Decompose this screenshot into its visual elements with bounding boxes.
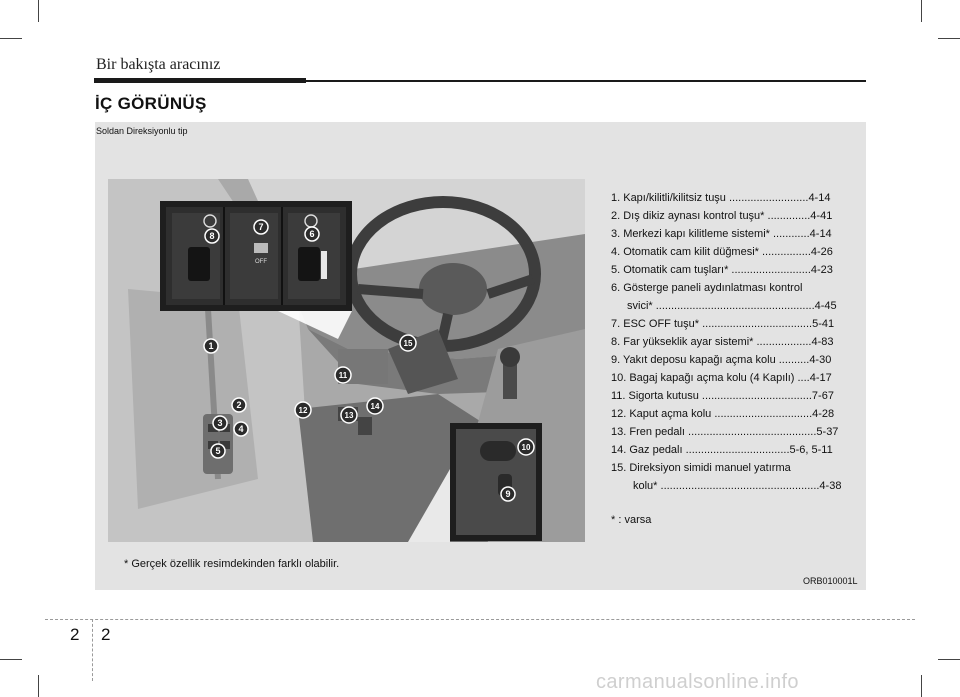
crop-mark	[938, 659, 960, 660]
svg-text:13: 13	[344, 411, 354, 420]
svg-text:15: 15	[403, 339, 413, 348]
figure-subtitle: Soldan Direksiyonlu tip	[96, 126, 188, 136]
header-rule-thick	[94, 78, 306, 83]
callout-3	[213, 416, 227, 430]
callout-15	[400, 335, 416, 351]
disclaimer-note: * Gerçek özellik resimdekinden farklı olabilir.	[124, 558, 340, 570]
callout-10	[518, 439, 534, 455]
callout-9	[501, 487, 515, 501]
callout-11	[335, 367, 351, 383]
list-item-continuation: svici* ....................................................4-45	[627, 300, 837, 312]
list-item: 8. Far yükseklik ayar sistemi* ..................4-83	[611, 336, 834, 348]
crop-mark	[938, 38, 960, 39]
footer-divider	[92, 619, 93, 681]
callout-7	[254, 220, 268, 234]
callout-13	[341, 407, 357, 423]
list-item: 10. Bagaj kapağı açma kolu (4 Kapılı) ....4-17	[611, 372, 832, 384]
list-item: 12. Kaput açma kolu ................................4-28	[611, 408, 835, 420]
svg-text:12: 12	[298, 406, 308, 415]
svg-text:9: 9	[505, 489, 511, 499]
callout-14	[367, 398, 383, 414]
callout-2	[232, 398, 246, 412]
list-item-continuation: kolu* ....................................................4-38	[633, 480, 842, 492]
list-item: 2. Dış dikiz aynası kontrol tuşu* ..............4-41	[611, 210, 833, 222]
callout-1	[204, 339, 218, 353]
svg-text:14: 14	[370, 402, 380, 411]
list-item: 15. Direksiyon simidi manuel yatırma	[611, 462, 791, 474]
list-item: 14. Gaz pedalı ..................................5-6, 5-11	[611, 444, 833, 456]
chapter-number: 2	[70, 625, 80, 644]
list-item: 11. Sigorta kutusu ....................................7-67	[611, 390, 834, 402]
svg-text:2: 2	[236, 400, 242, 410]
esc-off-label: OFF	[255, 259, 267, 265]
interior-illustration	[108, 179, 585, 542]
list-item: 9. Yakıt deposu kapağı açma kolu ..........4-30	[611, 354, 832, 366]
crop-mark	[0, 659, 22, 660]
callout-8	[205, 229, 219, 243]
list-item: 1. Kapı/kilitli/kilitsiz tuşu ..........................4-14	[611, 192, 831, 204]
watermark: carmanualsonline.info	[596, 671, 799, 693]
crop-mark	[0, 38, 22, 39]
svg-text:6: 6	[309, 229, 315, 239]
svg-text:11: 11	[338, 371, 348, 380]
svg-text:3: 3	[217, 418, 223, 428]
list-item: 3. Merkezi kapı kilitleme sistemi* ............4-14	[611, 228, 832, 240]
crop-mark	[38, 675, 39, 697]
callout-6	[305, 227, 319, 241]
running-header: Bir bakışta aracınız	[96, 56, 221, 73]
footer-rule	[45, 619, 915, 620]
svg-text:7: 7	[258, 222, 264, 232]
component-list	[611, 189, 861, 495]
callout-12	[295, 402, 311, 418]
figure-code: ORB010001L	[803, 576, 858, 586]
list-item: 6. Gösterge paneli aydınlatması kontrol	[611, 282, 803, 294]
list-item: 5. Otomatik cam tuşları* ..........................4-23	[611, 264, 833, 276]
svg-text:10: 10	[521, 443, 531, 452]
svg-text:4: 4	[238, 424, 244, 434]
svg-text:1: 1	[208, 341, 214, 351]
crop-mark	[38, 0, 39, 22]
list-item: 7. ESC OFF tuşu* ....................................5-41	[611, 318, 835, 330]
list-item: 13. Fren pedalı ..........................................5-37	[611, 426, 839, 438]
crop-mark	[921, 675, 922, 697]
svg-text:5: 5	[215, 446, 221, 456]
interior-drawing	[108, 179, 585, 542]
header-rule	[306, 80, 866, 82]
svg-text:8: 8	[209, 231, 215, 241]
crop-mark	[921, 0, 922, 22]
page-title: İÇ GÖRÜNÜŞ	[95, 94, 207, 113]
list-item: 4. Otomatik cam kilit düğmesi* ................4-26	[611, 246, 833, 258]
page-number: 2	[101, 625, 111, 644]
availability-note: * : varsa	[611, 514, 652, 526]
callout-4	[234, 422, 248, 436]
callout-5	[211, 444, 225, 458]
